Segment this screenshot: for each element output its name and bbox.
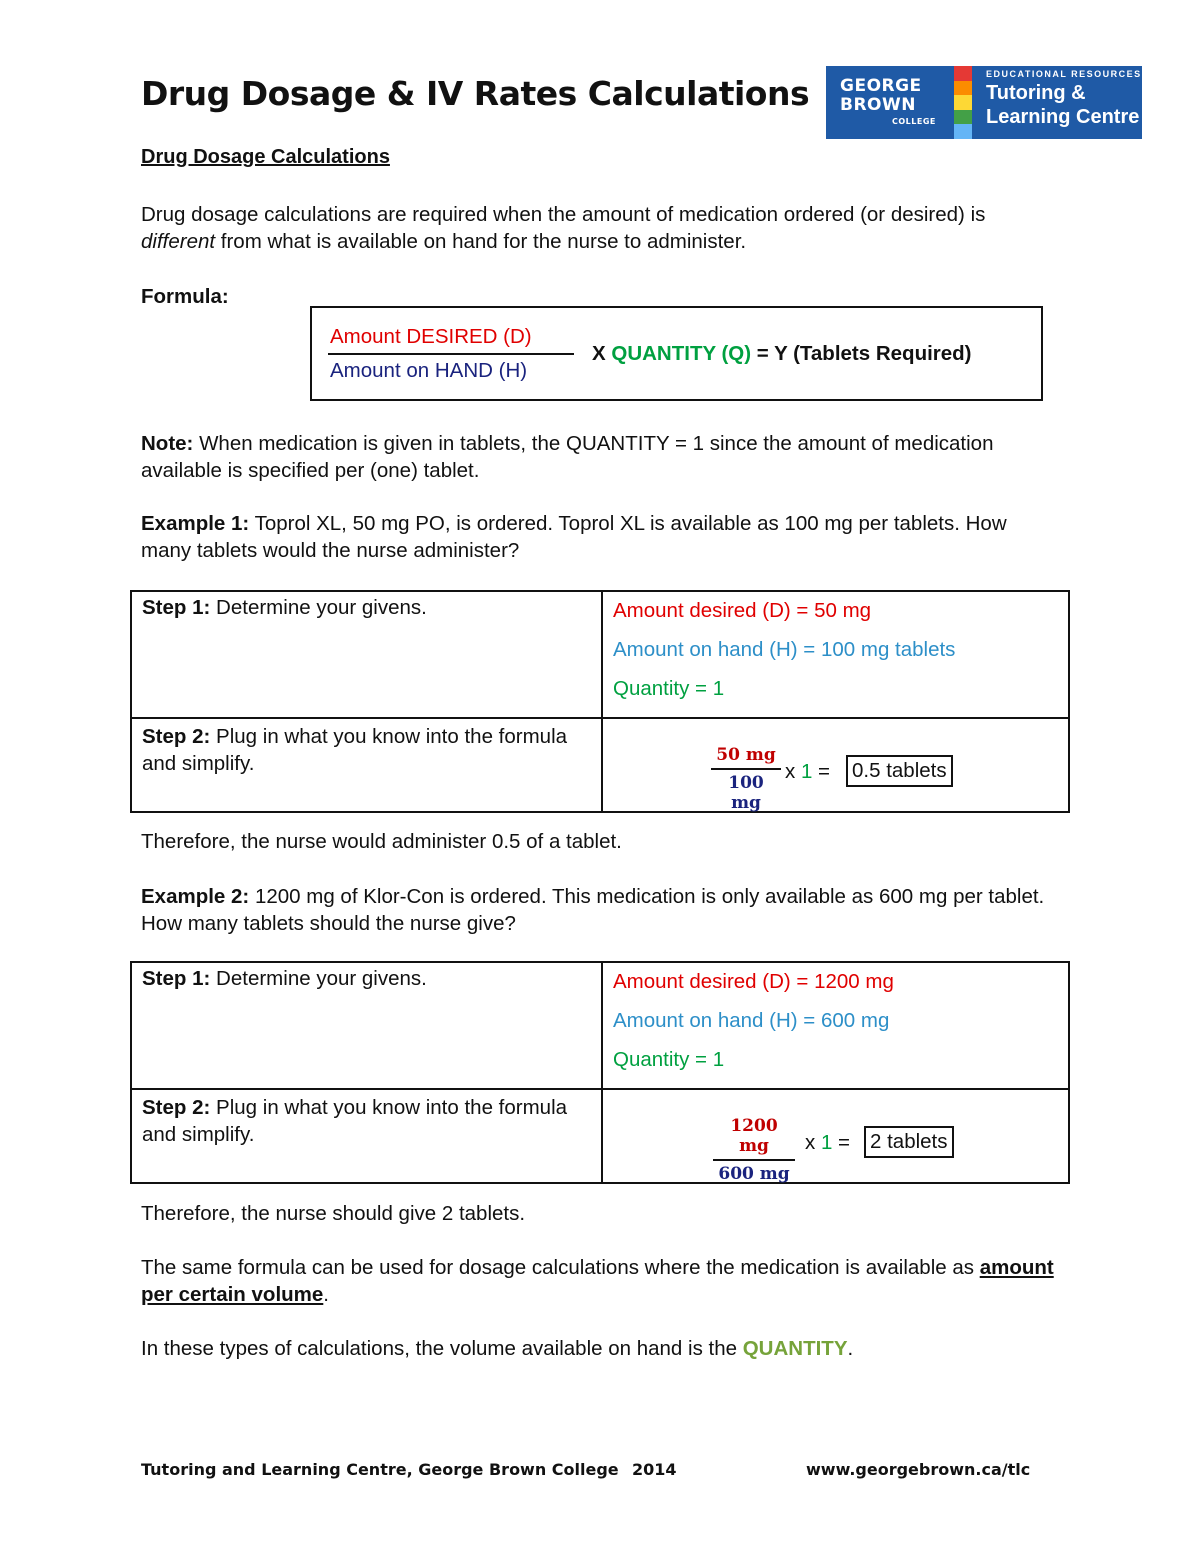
formula-label: Formula: bbox=[141, 285, 229, 308]
step1-text: Determine your givens. bbox=[210, 967, 427, 990]
formula-quantity: QUANTITY (Q) bbox=[611, 342, 752, 365]
logo-name1: Tutoring & bbox=[986, 82, 1086, 104]
step1-label: Step 1: bbox=[142, 967, 211, 990]
calc-fraction-bar bbox=[713, 1159, 795, 1161]
volume-emphasis: amount per certain volume bbox=[141, 1256, 1054, 1306]
formula-fraction-bar bbox=[328, 353, 574, 355]
given-quantity: Quantity = 1 bbox=[613, 677, 725, 700]
example2-label: Example 2: bbox=[141, 885, 250, 908]
calc-answer: 2 tablets bbox=[864, 1126, 954, 1158]
given-on-hand: Amount on hand (H) = 100 mg tablets bbox=[613, 638, 956, 661]
step1-label: Step 1: bbox=[142, 596, 211, 619]
logo-color-bars bbox=[954, 66, 972, 139]
formula-rest bbox=[592, 342, 972, 366]
note-text: When medication is given in tablets, the QUANTITY = 1 since the amount of medication available is specified per (one) tablet. bbox=[141, 432, 994, 482]
step2-label: Step 2: bbox=[142, 1096, 211, 1119]
formula-x: X bbox=[592, 342, 612, 365]
note-paragraph bbox=[141, 430, 1061, 484]
calc-fraction-bar bbox=[711, 768, 781, 770]
note-label: Note: bbox=[141, 432, 194, 455]
calc-numerator: 50 mg bbox=[716, 745, 776, 765]
calc-q: 1 bbox=[820, 1131, 833, 1154]
given-desired: Amount desired (D) = 1200 mg bbox=[613, 970, 894, 993]
table-row bbox=[131, 1089, 1069, 1183]
table-row bbox=[131, 718, 1069, 812]
logo-line2: BROWN bbox=[840, 95, 916, 115]
footer-year: 2014 bbox=[632, 1460, 677, 1479]
step1-text: Determine your givens. bbox=[210, 596, 427, 619]
table-row bbox=[131, 591, 1069, 718]
example2-conclusion: Therefore, the nurse should give 2 tablets. bbox=[141, 1202, 526, 1225]
formula-denominator: Amount on HAND (H) bbox=[330, 359, 528, 382]
calculation bbox=[613, 723, 1058, 813]
logo-tagline: EDUCATIONAL RESOURCES bbox=[986, 69, 1142, 79]
step2-label: Step 2: bbox=[142, 725, 211, 748]
step1-cell bbox=[131, 591, 602, 718]
intro-emphasis: different bbox=[141, 230, 216, 253]
step1-cell bbox=[131, 962, 602, 1089]
calculation bbox=[613, 1094, 1058, 1184]
table-row bbox=[131, 962, 1069, 1089]
calc-fraction bbox=[713, 1116, 795, 1184]
step2-cell bbox=[131, 718, 602, 812]
step2-text: Plug in what you know into the formula and simplify. bbox=[142, 725, 568, 775]
given-on-hand: Amount on hand (H) = 600 mg bbox=[613, 1009, 890, 1032]
calc-cell bbox=[602, 1089, 1069, 1183]
calc-eq: = bbox=[812, 760, 831, 783]
given-desired: Amount desired (D) = 50 mg bbox=[613, 599, 872, 622]
formula-result: = Y (Tablets Required) bbox=[751, 342, 972, 365]
calc-multiply bbox=[805, 1131, 850, 1155]
formula-numerator: Amount DESIRED (D) bbox=[330, 325, 532, 348]
calc-fraction bbox=[711, 745, 781, 813]
example1-paragraph bbox=[141, 510, 1061, 564]
givens-cell bbox=[602, 962, 1069, 1089]
volume-text-1: The same formula can be used for dosage calculations where the medication is available as bbox=[141, 1256, 980, 1279]
calc-x: x bbox=[805, 1131, 821, 1154]
logo-line1: GEORGE bbox=[840, 76, 922, 96]
logo-wordmark bbox=[826, 66, 954, 139]
calc-eq: = bbox=[832, 1131, 851, 1154]
quantity-paragraph bbox=[141, 1335, 1061, 1362]
calc-denominator: 100 mg bbox=[728, 773, 764, 813]
step2-text: Plug in what you know into the formula and simplify. bbox=[142, 1096, 568, 1146]
example1-conclusion: Therefore, the nurse would administer 0.5 of a tablet. bbox=[141, 830, 622, 853]
calc-multiply bbox=[785, 760, 830, 784]
logo-name2: Learning Centre bbox=[986, 106, 1140, 128]
calc-denominator: 600 mg bbox=[718, 1164, 790, 1184]
logo-line3: COLLEGE bbox=[892, 117, 936, 126]
quantity-emphasis: QUANTITY bbox=[742, 1337, 848, 1360]
givens-cell bbox=[602, 591, 1069, 718]
calc-x: x bbox=[785, 760, 801, 783]
calc-q: 1 bbox=[800, 760, 813, 783]
calc-cell bbox=[602, 718, 1069, 812]
example2-text: 1200 mg of Klor-Con is ordered. This medication is only available as 600 mg per tablet. How many tablets should the nurse give? bbox=[141, 885, 1045, 935]
volume-text-2: . bbox=[323, 1283, 329, 1306]
calc-answer: 0.5 tablets bbox=[846, 755, 953, 787]
quantity-text-1: In these types of calculations, the volume available on hand is the bbox=[141, 1337, 743, 1360]
formula-box bbox=[310, 306, 1043, 401]
example1-table bbox=[130, 590, 1070, 813]
college-logo bbox=[826, 66, 1142, 139]
section-heading: Drug Dosage Calculations bbox=[141, 146, 390, 168]
given-quantity: Quantity = 1 bbox=[613, 1048, 725, 1071]
intro-text-1: Drug dosage calculations are required when the amount of medication ordered (or desired) is bbox=[141, 203, 986, 226]
step2-cell bbox=[131, 1089, 602, 1183]
example2-paragraph bbox=[141, 883, 1061, 937]
intro-text-2: from what is available on hand for the nurse to administer. bbox=[215, 230, 747, 253]
page-title: Drug Dosage & IV Rates Calculations bbox=[141, 74, 810, 113]
intro-paragraph bbox=[141, 201, 1061, 255]
footer-url: www.georgebrown.ca/tlc bbox=[806, 1460, 1031, 1479]
quantity-text-2: . bbox=[847, 1337, 854, 1360]
volume-paragraph bbox=[141, 1254, 1061, 1308]
example1-label: Example 1: bbox=[141, 512, 250, 535]
example1-text: Toprol XL, 50 mg PO, is ordered. Toprol XL is available as 100 mg per tablets. How many tablets would the nurse administer? bbox=[141, 512, 1007, 562]
calc-numerator: 1200 mg bbox=[730, 1116, 778, 1156]
example2-table bbox=[130, 961, 1070, 1184]
footer-left: Tutoring and Learning Centre, George Brown College bbox=[141, 1460, 619, 1479]
